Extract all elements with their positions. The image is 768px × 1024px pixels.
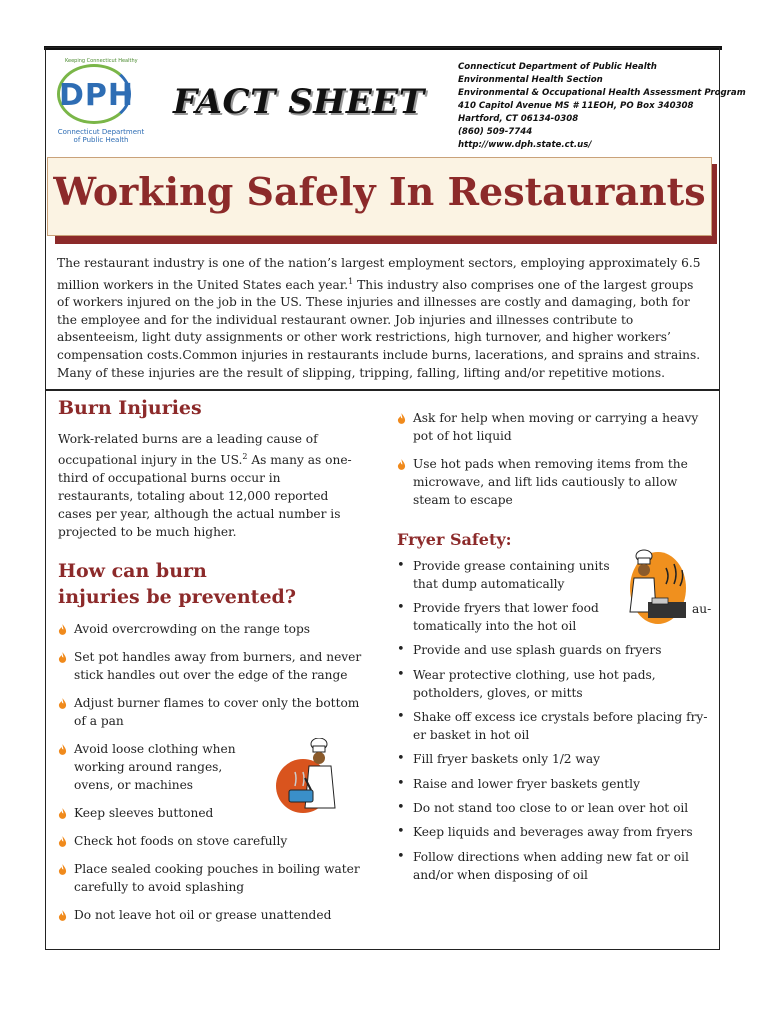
page-title: Working Safely In Restaurants (53, 169, 706, 214)
tip-text: Do not leave hot oil or grease unattended (74, 908, 332, 922)
logo-abbr: DPH (59, 78, 134, 113)
list-item: • Keep liquids and beverages away from fryers (397, 823, 708, 841)
prevent-heading-line: How can burn (58, 560, 207, 582)
list-item: • Provide and use splash guards on fryers (397, 641, 713, 659)
contact-block (458, 61, 746, 152)
intro-paragraph (57, 255, 709, 382)
tip-text: Place sealed cooking pouches in boiling water carefully to avoid splashing (74, 862, 360, 894)
flame-icon (58, 910, 67, 921)
contact-line: Connecticut Department of Public Health (458, 62, 657, 72)
contact-line: Environmental & Occupational Health Assessment Program (458, 88, 746, 98)
list-item (58, 740, 264, 794)
chef-stove-illustration (275, 738, 345, 816)
flame-icon (58, 624, 67, 635)
tip-text: Ask for help when moving or carrying a heavy pot of hot liquid (413, 411, 699, 443)
title-banner (47, 157, 712, 236)
flame-icon (58, 744, 67, 755)
list-item: • Raise and lower fryer baskets gently (397, 775, 708, 793)
list-item (397, 455, 713, 509)
flame-icon (58, 808, 67, 819)
tip-text: Set pot handles away from burners, and never stick handles out over the edge of the range (74, 650, 362, 682)
list-item: • Follow directions when adding new fat or oil and/or when disposing of oil (397, 848, 713, 884)
tip-text: Avoid overcrowding on the range tops (74, 622, 311, 636)
list-item: • Do not stand too close to or lean over hot oil (397, 799, 708, 817)
burn-paragraph (58, 430, 358, 541)
tip-text: Adjust burner flames to cover only the bottom of a pan (74, 696, 360, 728)
prevent-heading-line: injuries be prevented? (58, 586, 296, 608)
hyphenation-fragment: au- (692, 602, 712, 616)
contact-line: Hartford, CT 06134-0308 (458, 114, 579, 124)
list-item: • Shake off excess ice crystals before placing fry-er basket in hot oil (397, 708, 708, 744)
tip-text: Avoid loose clothing when working around ranges, ovens, or machines (74, 742, 236, 792)
list-item (58, 860, 364, 896)
footnote-ref: 1 (348, 276, 354, 286)
list-item (397, 409, 703, 445)
list-item (58, 620, 364, 638)
chef-fryer-illustration (622, 548, 688, 628)
intro-text: The restaurant industry is one of the nation’s largest employment sectors, employing approximately 6.5 million workers in the United States each year. (57, 256, 701, 292)
dph-logo (55, 58, 147, 150)
website-link[interactable]: http://www.dph.state.ct.us/ (458, 140, 592, 150)
list-item: • Wear protective clothing, use hot pads, potholders, gloves, or mitts (397, 666, 703, 702)
list-item (58, 648, 364, 684)
tip-text: Keep sleeves buttoned (74, 806, 214, 820)
list-item (58, 832, 364, 850)
flame-icon (397, 413, 406, 424)
flame-icon (58, 698, 67, 709)
logo-caption: Connecticut Department of Public Health (57, 128, 145, 144)
tip-text: Use hot pads when removing items from the microwave, and lift lids cautiously to allow steam to escape (413, 457, 688, 507)
fact-sheet-title: FACT SHEET (173, 82, 425, 122)
list-item: • Provide fryers that lower food tomatically into the hot oil (397, 599, 613, 635)
burn-text: As many as one-third of occupational burns occur in restaurants, totaling about 12,000 reported cases per year, although the actual number is projected to be much higher. (58, 453, 352, 540)
prevent-heading (58, 558, 318, 610)
list-item: • Fill fryer baskets only 1/2 way (397, 750, 708, 768)
burn-tips-list-right (397, 409, 707, 519)
logo-tagline: Keeping Connecticut Healthy (65, 58, 138, 64)
contact-line: 410 Capitol Avenue MS # 11EOH, PO Box 340308 (458, 101, 694, 111)
footnote-ref: 2 (242, 452, 248, 461)
burn-heading: Burn Injuries (58, 397, 202, 419)
contact-line: (860) 509-7744 (458, 127, 533, 137)
section-divider (45, 389, 720, 391)
intro-text: This industry also comprises one of the largest groups of workers injured on the job in the US. These injuries and illnesses are costly and damaging, both for the employee and for the individual restaurant owner. Job injuries and illnesses contribute to absenteeism, light duty assignments or other work restrictions, high turnover, and higher workers’ compensation costs.Common injuries in restaurants include burns, lacerations, and sprains and strains. Many of these injuries are the result of slipping, tripping, falling, lifting and/or repetitive motions. (57, 277, 701, 380)
contact-line: Environmental Health Section (458, 75, 603, 85)
flame-icon (58, 864, 67, 875)
list-item (58, 906, 364, 924)
tip-text: Check hot foods on stove carefully (74, 834, 288, 848)
flame-icon (397, 459, 406, 470)
list-item: • Provide grease containing units that dump automatically (397, 557, 623, 593)
list-item (58, 694, 364, 730)
fryer-heading: Fryer Safety: (397, 530, 512, 549)
flame-icon (58, 836, 67, 847)
burn-text: Work-related burns are a leading cause of occupational injury in the US. (58, 432, 318, 468)
flame-icon (58, 652, 67, 663)
